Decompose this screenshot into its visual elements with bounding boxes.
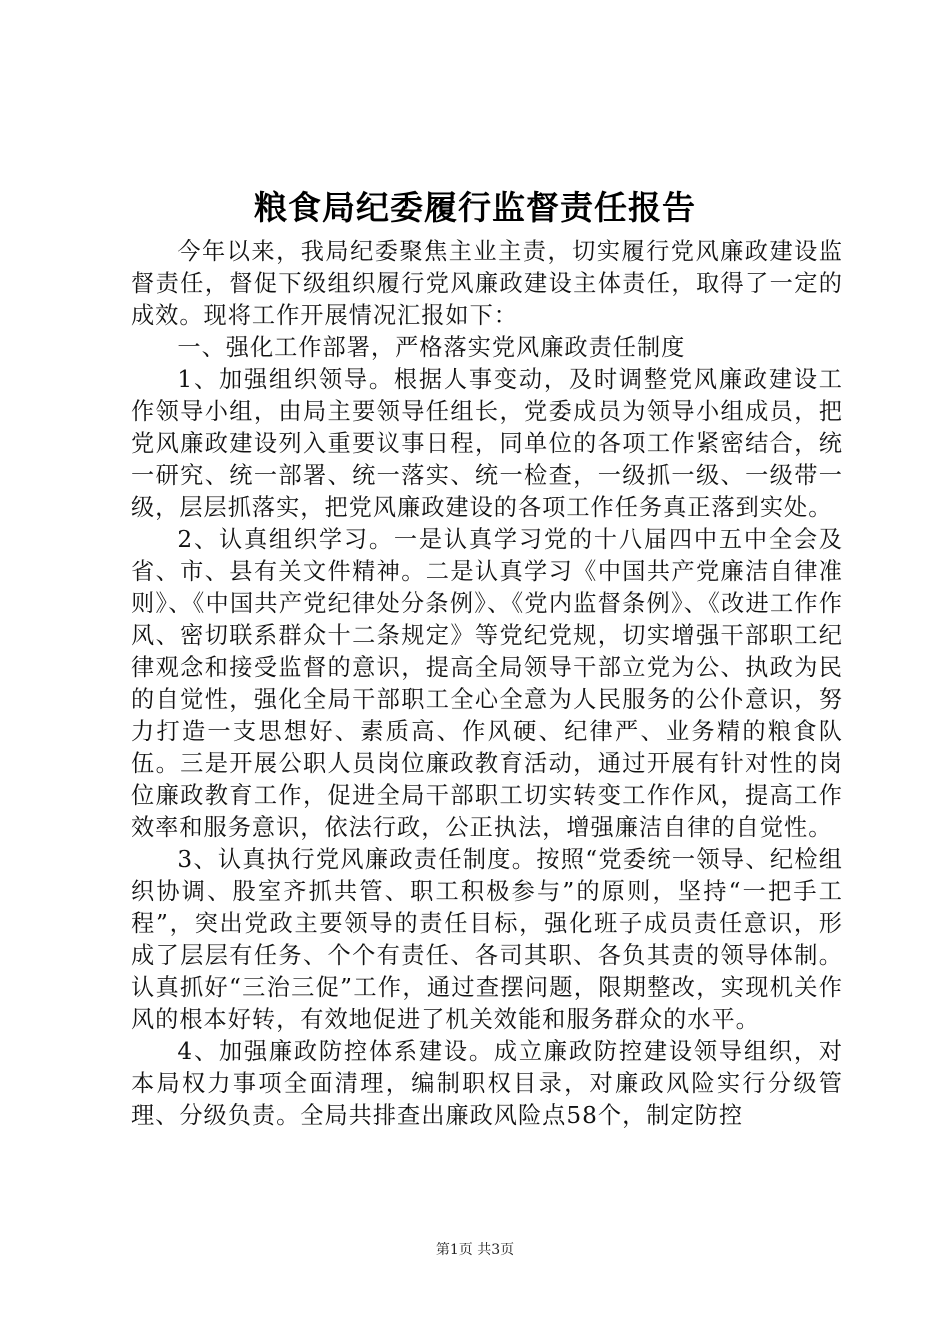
intro-paragraph: 今年以来，我局纪委聚焦主业主责，切实履行党风廉政建设监督责任，督促下级组织履行党风廉政建设主体责任，取得了一定的成效。现将工作开展情况汇报如下： — [131, 238, 843, 329]
page-title: 粮食局纪委履行监督责任报告 — [254, 188, 696, 227]
paragraph-organization-leadership: 1、加强组织领导。根据人事变动，及时调整党风廉政建设工作领导小组，由局主要领导任组长，党委成员为领导小组成员，把党风廉政建设列入重要议事日程，同单位的各项工作紧密结合，统一研究、统一部署、统一落实、统一检查，一级抓一级、一级带一级，层层抓落实，把党风廉政建设的各项工作任务真正落到实处。 — [131, 366, 843, 521]
paragraph-prevention-system: 4、加强廉政防控体系建设。成立廉政防控建设领导组织，对本局权力事项全面清理，编制职权目录，对廉政风险实行分级管理、分级负责。全局共排查出廉政风险点58个，制定防控 — [131, 1038, 843, 1129]
page-footer: 第1页 共3页 — [435, 1242, 515, 1258]
paragraph-responsibility-system: 3、认真执行党风廉政责任制度。按照“党委统一领导、纪检组织协调、股室齐抓共管、职工积极参与”的原则，坚持“一把手工程”，突出党政主要领导的责任目标，强化班子成员责任意识，形成了层层有任务、个个有责任、各司其职、各负其责的领导体制。认真抓好“三治三促”工作，通过查摆问题，限期整改，实现机关作风的根本好转，有效地促进了机关效能和服务群众的水平。 — [131, 846, 843, 1033]
document-body — [131, 236, 843, 1132]
paragraph-study: 2、认真组织学习。一是认真学习党的十八届四中五中全会及省、市、县有关文件精神。二是认真学习《中国共产党廉洁自律准则》、《中国共产党纪律处分条例》、《党内监督条例》、《改进工作作风、密切联系群众十二条规定》等党纪党规，切实增强干部职工纪律观念和接受监督的意识，提高全局领导干部立党为公、执政为民的自觉性，强化全局干部职工全心全意为人民服务的公仆意识，努力打造一支思想好、素质高、作风硬、纪律严、业务精的粮食队伍。三是开展公职人员岗位廉政教育活动，通过开展有针对性的岗位廉政教育工作，促进全局干部职工切实转变工作作风，提高工作效率和服务意识，依法行政，公正执法，增强廉洁自律的自觉性。 — [131, 526, 843, 841]
section-heading-1: 一、强化工作部署，严格落实党风廉政责任制度 — [177, 334, 686, 361]
